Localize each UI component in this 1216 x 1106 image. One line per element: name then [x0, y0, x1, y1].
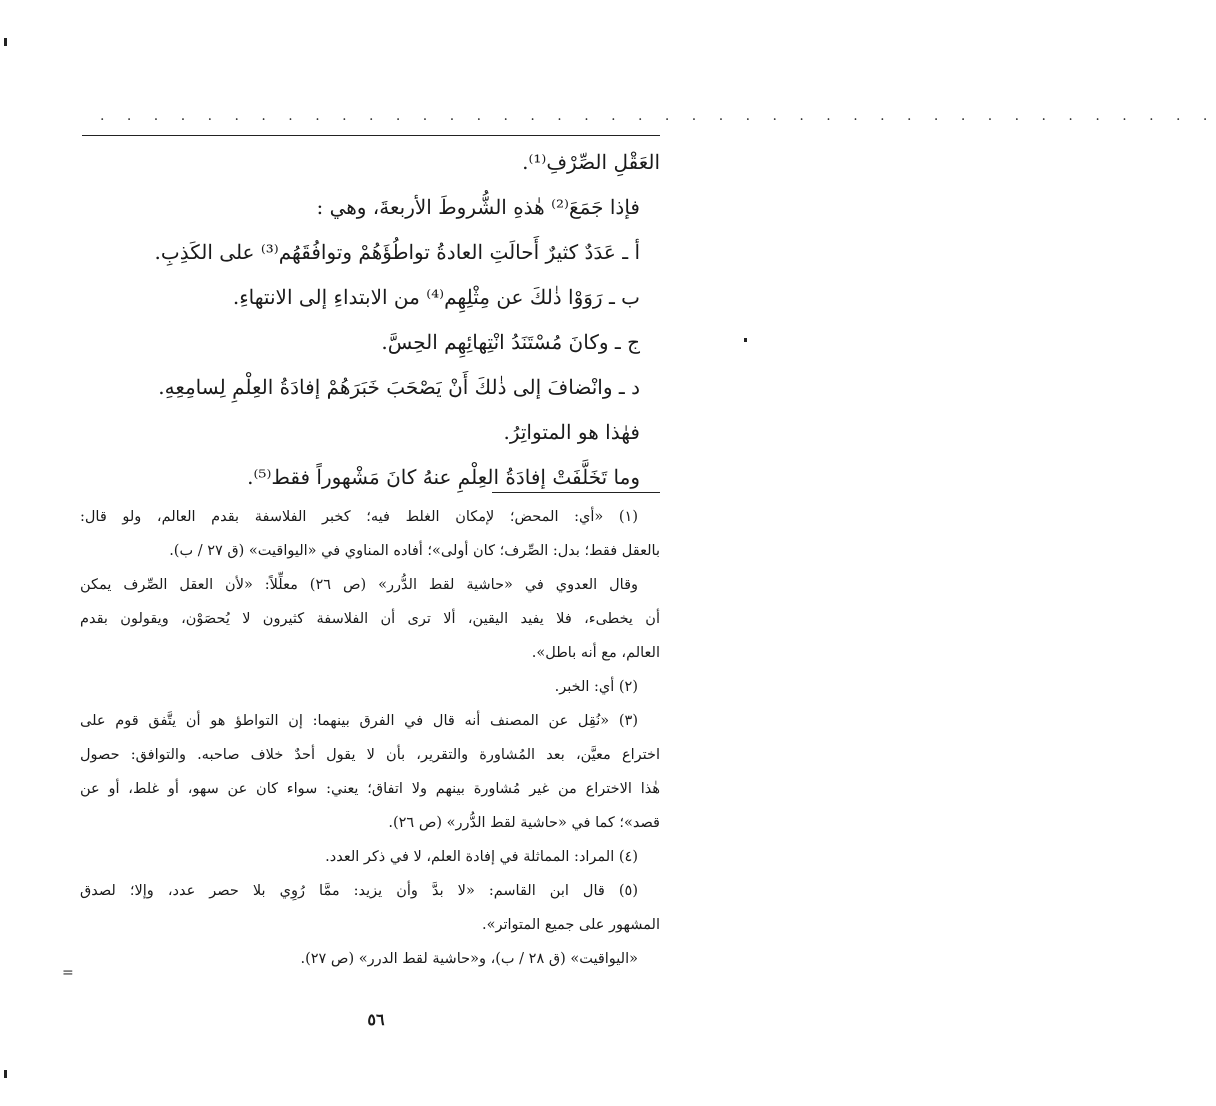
main-line: فهٰذا هو المتواتِرُ. [503, 420, 640, 444]
main-line: ج ـ وكانَ مُسْتَنَدُ انْتِهائِهِم الحِسَّ. [381, 330, 640, 354]
left-edge-mark [4, 1070, 7, 1078]
header-dots: . . . . . . . . . . . . . . . . . . . . . . . . . . . . . . . . . . . . . . . . . . [100, 108, 1216, 124]
footnote-line: (٢) أي: الخبر. [554, 679, 638, 695]
main-line: د ـ وانْضافَ إلى ذٰلكَ أَنْ يَصْحَبَ خَبَرَهُمْ إفادَةُ العِلْمِ لِسامِعِهِ. [158, 375, 640, 399]
margin-equals-mark: = [62, 965, 74, 981]
footnote-line: بالعقل فقط؛ بدل: الصِّرف؛ كان أولى»؛ أفاده المناوي في «اليواقيت» (ق ٢٧ / ب). [169, 543, 660, 559]
footnote-line: العالم، مع أنه باطل». [531, 645, 660, 661]
main-line: العَقْلِ الصِّرْفِ⁽¹⁾. [522, 150, 660, 174]
main-line: أ ـ عَدَدٌ كثيرٌ أَحالَتِ العادةُ تواطُؤَهُمْ وتوافُقَهُم⁽³⁾ على الكَذِبِ. [154, 240, 640, 264]
footnote-line: (١) «أي: المحض؛ لإمكان الغلط فيه؛ كخبر الفلاسفة بقدم العالم، ولو قال: [80, 509, 638, 525]
main-line: فإذا جَمَعَ⁽²⁾ هٰذهِ الشُّروطَ الأربعةَ، وهي : [316, 195, 640, 219]
footnote-line: قصد»؛ كما في «حاشية لقط الدُّرر» (ص ٢٦). [388, 815, 660, 831]
footnote-rule [492, 492, 660, 493]
footnote-line: (٥) قال ابن القاسم: «لا بدَّ وأن يزيد: ممَّا رُوِي بلا حصر عدد، وإلا؛ لصدق [80, 883, 638, 899]
footnote-line: «اليواقيت» (ق ٢٨ / ب)، و«حاشية لقط الدرر» (ص ٢٧). [300, 951, 638, 967]
footnote-line: (٤) المراد: المماثلة في إفادة العلم، لا في ذكر العدد. [325, 849, 638, 865]
main-line: ب ـ رَوَوْا ذٰلكَ عن مِثْلِهِم⁽⁴⁾ من الابتداءِ إلى الانتهاءِ. [232, 285, 640, 309]
main-text [80, 140, 660, 500]
right-edge-mark [744, 338, 747, 342]
header-rule [82, 135, 660, 136]
footnote-line: وقال العدوي في «حاشية لقط الدُّرر» (ص ٢٦) معلِّلاً: «لأن العقل الصِّرف يمكن [80, 577, 638, 593]
footnote-line: أن يخطىء، فلا يفيد اليقين، ألا ترى أن الفلاسفة كثيرون لا يُحصَوْن، ويقولون بقدم [80, 611, 660, 627]
footnote-line: المشهور على جميع المتواتر». [482, 917, 660, 933]
main-line: وما تَخَلَّفَتْ إفادَةُ العِلْمِ عنهُ كانَ مَشْهوراً فقط⁽⁵⁾. [247, 465, 640, 489]
page-number: ٥٦ [367, 1010, 385, 1029]
footnotes [80, 500, 660, 976]
footnote-line: (٣) «نُقِل عن المصنف أنه قال في الفرق بينهما: إن التواطؤ هو أن يتَّفق قوم على [80, 713, 638, 729]
footnote-line: اختراع معيَّن، بعد المُشاورة والتقرير، بأن لا يقول أحدٌ خلاف صاحبه. والتوافق: حصول [80, 747, 660, 763]
footnote-line: هٰذا الاختراع من غير مُشاورة بينهم ولا اتفاق؛ يعني: سواء كان عن سهو، أو غلط، أو عن [80, 781, 660, 797]
left-edge-mark [4, 38, 7, 46]
